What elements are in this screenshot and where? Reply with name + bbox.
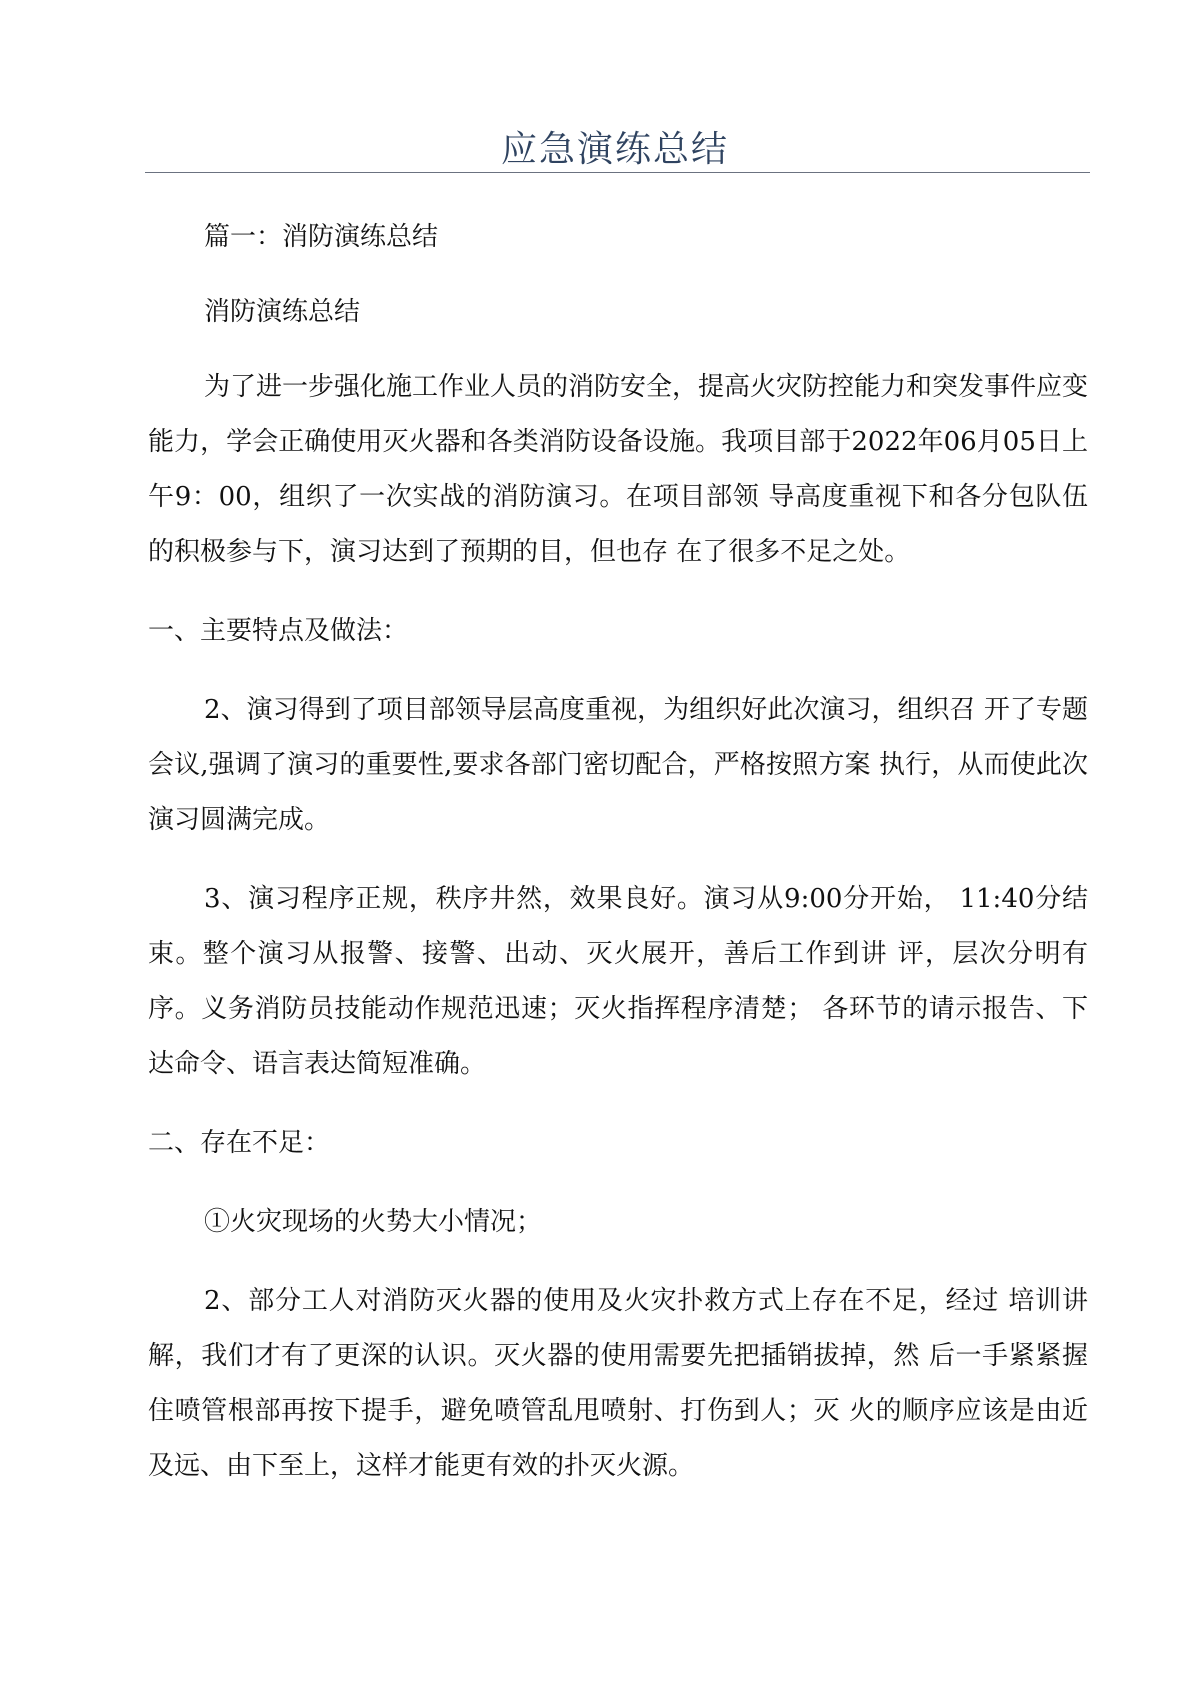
title-underline: [145, 172, 1090, 173]
heading-shortcomings: 二、存在不足：: [148, 1128, 331, 1158]
section-heading-part-one: 篇一：消防演练总结: [204, 222, 439, 252]
document-title: 应急演练总结: [500, 129, 729, 170]
paragraph-point-3: 3、演习程序正规，秩序井然，效果良好。演习从9:00分开始， 11:40分结束。整个演习从报警、接警、出动、灭火展开，善后工作到讲 评，层次分明有序。义务消防员技能动作规范迅速；灭火指挥程序清楚； 各环节的请示报告、下达命令、语言表达简短准确。: [148, 884, 1088, 1079]
paragraph-extinguisher-training: 2、部分工人对消防灭火器的使用及火灾扑救方式上存在不足，经过 培训讲解，我们才有了更深的认识。灭火器的使用需要先把插销拔掉，然 后一手紧紧握住喷管根部再按下提手，避免喷管乱甩喷射、打伤到人；灭 火的顺序应该是由近及远、由下至上，这样才能更有效的扑灭火源。: [148, 1286, 1088, 1481]
paragraph-point-2: 2、演习得到了项目部领导层高度重视，为组织好此次演习，组织召 开了专题会议,强调了演习的重要性,要求各部门密切配合，严格按照方案 执行，从而使此次演习圆满完成。: [148, 695, 1088, 835]
subtitle: 消防演练总结: [204, 297, 361, 327]
document-body: [148, 210, 1088, 1494]
intro-paragraph: 为了进一步强化施工作业人员的消防安全，提高火灾防控能力和突发事件应变能力，学会正确使用灭火器和各类消防设备设施。我项目部于2022年06月05日上午9：00，组织了一次实战的消防演习。在项目部领 导高度重视下和各分包队伍的积极参与下，演习达到了预期的目，但也存 在了很多不足之处。: [148, 372, 1089, 567]
paragraph-fire-situation: ①火灾现场的火势大小情况；: [204, 1207, 543, 1237]
heading-main-features: 一、主要特点及做法：: [148, 616, 409, 646]
